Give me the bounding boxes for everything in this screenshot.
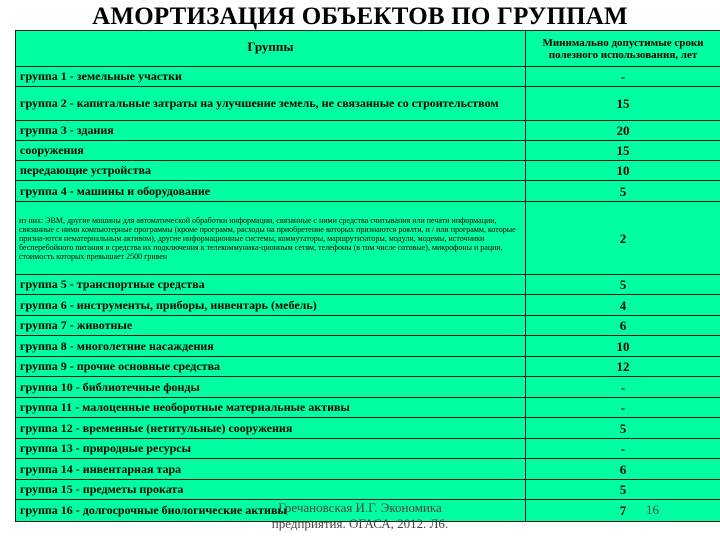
row-label: группа 6 - инструменты, приборы, инвентарь (мебель) xyxy=(16,295,526,316)
table-row xyxy=(16,357,720,377)
row-value: 10 xyxy=(526,161,720,181)
row-label-computers: из них: ЭВМ, другие машины для автоматической обработки информации, связанные с ними средства считывания или печати информации, связанные с ними компьютерные программы (кроме программ, расходы на приобретение которых признаются роялти, и / или программ, которые призна-ются нематериальным активом), другие информационные системы, коммутаторы, маршрутизаторы, модули, модемы, источники бесперебойного питания и средства их подключения к телекоммуника-ционным сетям, телефоны (в том числе сотовые), микрофоны и рации, стоимость которых превышает 2500 гривен xyxy=(16,202,526,275)
footer-line-1: Гречановская И.Г. Экономика xyxy=(278,500,442,515)
table-row xyxy=(16,480,720,500)
row-value: 20 xyxy=(526,121,720,141)
row-label: группа 2 - капитальные затраты на улучшение земель, не связанные со строительством xyxy=(16,87,526,121)
row-value: 2 xyxy=(526,202,720,275)
row-value: 5 xyxy=(526,181,720,202)
table-row xyxy=(16,295,720,316)
row-label: передающие устройства xyxy=(16,161,526,181)
row-label: группа 10 - библиотечные фонды xyxy=(16,377,526,398)
row-value: 5 xyxy=(526,480,720,500)
row-value: 15 xyxy=(526,87,720,121)
footer-citation xyxy=(0,500,720,532)
row-label: группа 13 - природные ресурсы xyxy=(16,439,526,459)
row-label: группа 11 - малоценные необоротные материальные активы xyxy=(16,398,526,418)
row-label: группа 1 - земельные участки xyxy=(16,67,526,87)
row-value: - xyxy=(526,377,720,398)
row-label: группа 15 - предметы проката xyxy=(16,480,526,500)
row-value: - xyxy=(526,398,720,418)
table-row xyxy=(16,87,720,121)
table-row xyxy=(16,418,720,439)
row-value: 5 xyxy=(526,275,720,295)
table-row xyxy=(16,141,720,161)
table-row xyxy=(16,336,720,357)
row-label: группа 12 - временные (нетитульные) сооружения xyxy=(16,418,526,439)
row-value: 12 xyxy=(526,357,720,377)
row-value: - xyxy=(526,67,720,87)
table-row xyxy=(16,275,720,295)
row-value: 7 xyxy=(526,500,720,522)
table-row xyxy=(16,67,720,87)
table-row xyxy=(16,161,720,181)
table-row xyxy=(16,202,720,275)
row-label: группа 9 - прочие основные средства xyxy=(16,357,526,377)
table-header-row xyxy=(16,31,720,67)
table-row xyxy=(16,439,720,459)
row-label: группа 8 - многолетние насаждения xyxy=(16,336,526,357)
row-value: - xyxy=(526,439,720,459)
amortization-table xyxy=(15,30,720,522)
table-row xyxy=(16,181,720,202)
row-value: 10 xyxy=(526,336,720,357)
row-label: группа 3 - здания xyxy=(16,121,526,141)
table-row xyxy=(16,121,720,141)
row-label: группа 14 - инвентарная тара xyxy=(16,459,526,480)
row-label: группа 7 - животные xyxy=(16,316,526,336)
row-label: сооружения xyxy=(16,141,526,161)
row-label: группа 16 - долгосрочные биологические активы xyxy=(16,500,526,522)
header-groups: Группы xyxy=(16,31,526,67)
row-value: 15 xyxy=(526,141,720,161)
row-label: группа 4 - машины и оборудование xyxy=(16,181,526,202)
row-value: 5 xyxy=(526,418,720,439)
page-title: АМОРТИЗАЦИЯ ОБЪЕКТОВ ПО ГРУППАМ xyxy=(92,3,628,30)
table-row xyxy=(16,459,720,480)
table-row xyxy=(16,377,720,398)
row-value: 4 xyxy=(526,295,720,316)
table-row xyxy=(16,398,720,418)
header-terms: Минимально допустимые сроки полезного использования, лет xyxy=(526,31,720,67)
row-label: группа 5 - транспортные средства xyxy=(16,275,526,295)
table-row xyxy=(16,316,720,336)
footer-line-2: предприятия. ОГАСА, 2012. Л6. xyxy=(271,516,449,531)
row-value: 6 xyxy=(526,316,720,336)
row-value: 6 xyxy=(526,459,720,480)
page-number: 16 xyxy=(646,502,659,517)
